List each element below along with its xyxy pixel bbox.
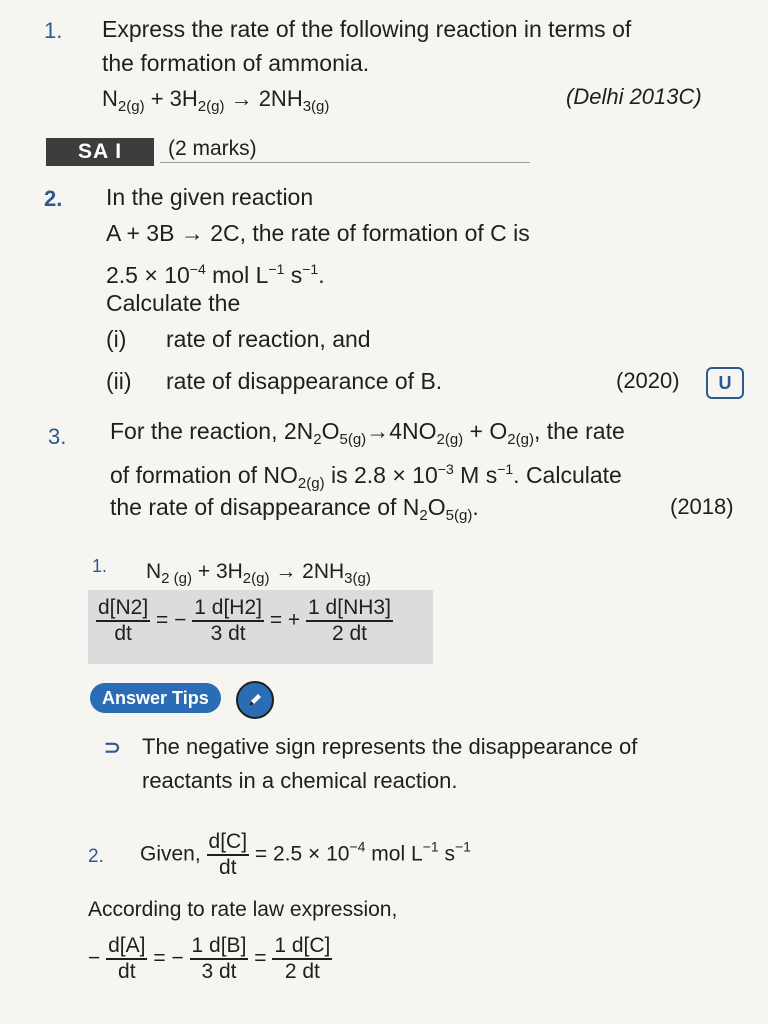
fraction: $\frac{d[C]}{dt}$ — [208, 830, 248, 879]
question-text-line: the rate of disappearance of $N_2O_{5(g)}$. — [110, 494, 479, 524]
question-number: 2. — [44, 186, 63, 211]
given-expression: Given, $\frac{d[C]}{dt}$ = $2.5 \times 10^{-4}$ mol $L^{-1}$ $s^{-1}$ — [140, 830, 471, 879]
fraction: $\frac{d[A]}{dt}$ — [108, 934, 146, 983]
fraction: $\frac{d[N2]}{dt}$ — [98, 596, 149, 645]
answer-number: 1. — [92, 556, 108, 576]
section-marks: (2 marks) — [168, 137, 257, 160]
answer-tips-label: Answer Tips — [90, 683, 221, 713]
fraction: $\frac{1 d[H2]}{3 dt}$ — [194, 596, 262, 645]
rate-value: $2.5 \times 10^{-4}$ mol $L^{-1}$ $s^{-1}$. — [106, 261, 325, 288]
question-text-line: In the given reaction — [106, 184, 314, 210]
section-divider — [160, 162, 530, 163]
sub-question-label: (i) — [106, 326, 127, 352]
rate-law-heading: According to rate law expression, — [88, 898, 398, 921]
sub-question-text: rate of disappearance of B. — [166, 368, 443, 394]
question-number: 3. — [48, 424, 67, 449]
section-badge: SA I — [46, 138, 154, 166]
fraction: $\frac{1 d[C]}{2 dt}$ — [274, 934, 331, 983]
question-text-line: For the reaction, $2N_2O_{5(g)}\to 4NO_{2(g)} + O_{2(g)}$, the rate — [110, 418, 625, 448]
tip-text: The negative sign represents the disappearance of reactants in a chemical reaction. — [142, 734, 638, 793]
fraction: $\frac{1 d[NH3]}{2 dt}$ — [308, 596, 391, 645]
question-text-line: Calculate the — [106, 290, 241, 316]
sub-question-label: (ii) — [106, 368, 132, 394]
source-tag: (Delhi 2013C) — [566, 84, 702, 109]
pen-icon — [236, 681, 274, 719]
question-number: 1. — [44, 18, 63, 43]
fraction: $\frac{1 d[B]}{3 dt}$ — [191, 934, 247, 983]
question-text-line: of formation of $NO_{2(g)}$ is $2.8 \times 10^{-3}$ M $s^{-1}$. Calculate — [110, 461, 622, 492]
rate-law-expression: − $\frac{d[A]}{dt}$ = − $\frac{1 d[B]}{3 dt}$ = $\frac{1 d[C]}{2 dt}$ — [88, 934, 331, 983]
answer-equation: $N_{2 (g)} + 3H_{2(g)} \to 2NH_{3(g)}$ — [146, 560, 371, 587]
year-tag: (2020) — [616, 368, 680, 393]
question-text-line: the formation of ammonia. — [102, 50, 370, 76]
question-text-line: A + 3B → 2C, the rate of formation of C is — [106, 220, 530, 246]
reaction-equation: $N_{2(g)} + 3H_{2(g)} \to 2NH_{3(g)}$ — [102, 86, 330, 115]
question-text-line: Express the rate of the following reaction in terms of — [102, 16, 632, 42]
sub-question-text: rate of reaction, and — [166, 326, 371, 352]
answer-number: 2. — [88, 846, 104, 867]
rate-expression: $\frac{d[N2]}{dt}$ = − $\frac{1 d[H2]}{3 dt}$ = + $\frac{1 d[NH3]}{2 dt}$ — [98, 596, 391, 645]
year-tag: (2018) — [670, 494, 734, 519]
bullet-icon: ⊃ — [104, 737, 121, 759]
understanding-badge: U — [706, 367, 744, 399]
